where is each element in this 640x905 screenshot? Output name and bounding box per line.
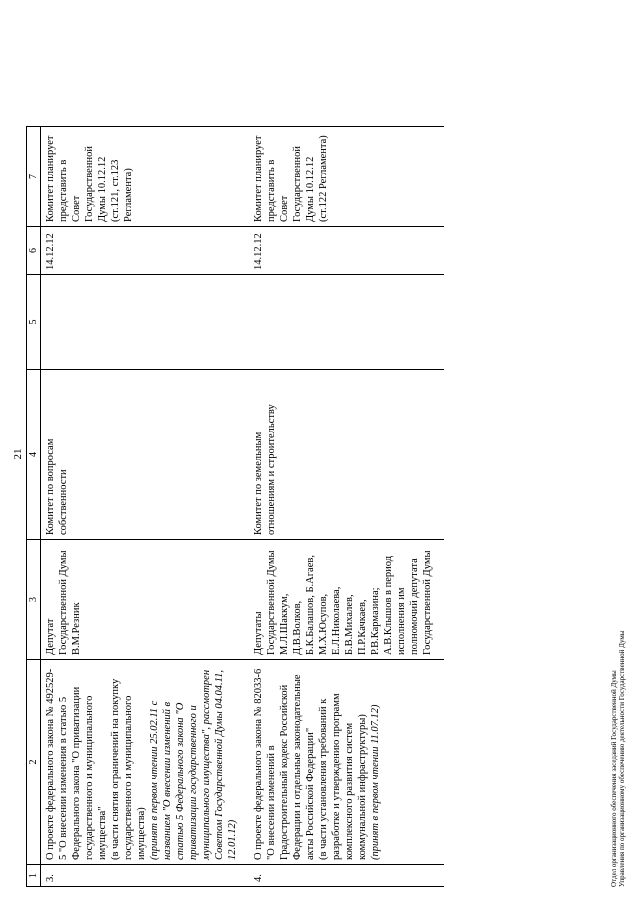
committee-cell: Комитет по земельным отношениям и строительству bbox=[249, 370, 444, 540]
bill-cell bbox=[249, 660, 444, 865]
column-header: 7 bbox=[27, 127, 41, 227]
row-number: 4. bbox=[249, 865, 444, 887]
remark-cell: Комитет планирует представить в Совет Государственной Думы 10.12.12 (ст.121, ст.123 Регламента) bbox=[41, 127, 250, 227]
remark-cell: Комитет планирует представить в Совет Государственной Думы 10.12.12 (ст.122 Регламента) bbox=[249, 127, 444, 227]
bill-title: О проекте федерального закона № 492529-5 "О внесении изменения в статью 5 Федерального закона "О приватизации государственного и муниципального имущества" bbox=[45, 668, 108, 860]
header-row bbox=[27, 127, 41, 887]
bill-detail: (в части снятия ограничений на покупку государственного и муниципального имущества) bbox=[110, 678, 147, 860]
footer-line: Отдел организационного обеспечения заседаний Государственной Думы bbox=[610, 670, 618, 887]
col5-cell bbox=[41, 275, 250, 370]
agenda-table bbox=[26, 126, 444, 887]
date-cell: 14.12.12 bbox=[249, 227, 444, 275]
committee-cell: Комитет по вопросам собственности bbox=[41, 370, 250, 540]
column-header: 4 bbox=[27, 370, 41, 540]
bill-title: О проекте федерального закона № 82033-6 "О внесении изменений в Градостроительный кодекс Российской Федерации и отдельные законодательные акты Российской Федерации" bbox=[253, 668, 316, 860]
bill-cell bbox=[41, 660, 250, 865]
date-cell: 14.12.12 bbox=[41, 227, 250, 275]
row-number: 3. bbox=[41, 865, 250, 887]
footer-line: Управления по организационному обеспечению деятельности Государственной Думы bbox=[618, 630, 626, 887]
authors-cell: Депутат Государственной Думы В.М.Резник bbox=[41, 540, 250, 660]
bill-detail: (в части установления требований к разработке и утверждению программ комплексного развития систем коммунальной инфраструктуры) bbox=[318, 693, 368, 860]
table-row bbox=[249, 127, 444, 887]
column-header: 3 bbox=[27, 540, 41, 660]
column-header: 6 bbox=[27, 227, 41, 275]
bill-note: (принят в первом чтении 25.02.11 с названием "О внесении изменений в статью 5 Федерального закона "О приватизации государственного и муниципального имущества", рассмотрен Советом Государственной Думы 04.04.11, 12.01.12) bbox=[149, 669, 238, 860]
column-header: 1 bbox=[27, 865, 41, 887]
authors-cell: Депутаты Государственной Думы М.Л.Шаккум, Д.В.Волков, Б.К.Балашов, Б.Агаев, М.Х.Юсупов, Е.Л.Николаева, Б.В.Михалев, П.Р.Качкаев, Р.В.Кармазина; А.В.Клышов в период исполнения им полномочий депутата Государственной Думы bbox=[249, 540, 444, 660]
page-number: 21 bbox=[12, 448, 24, 460]
col5-cell bbox=[249, 275, 444, 370]
column-header: 2 bbox=[27, 660, 41, 865]
column-header: 5 bbox=[27, 275, 41, 370]
table-row bbox=[41, 127, 250, 887]
footer bbox=[610, 631, 626, 887]
bill-note: (принят в первом чтении 11.07.12) bbox=[370, 704, 381, 860]
